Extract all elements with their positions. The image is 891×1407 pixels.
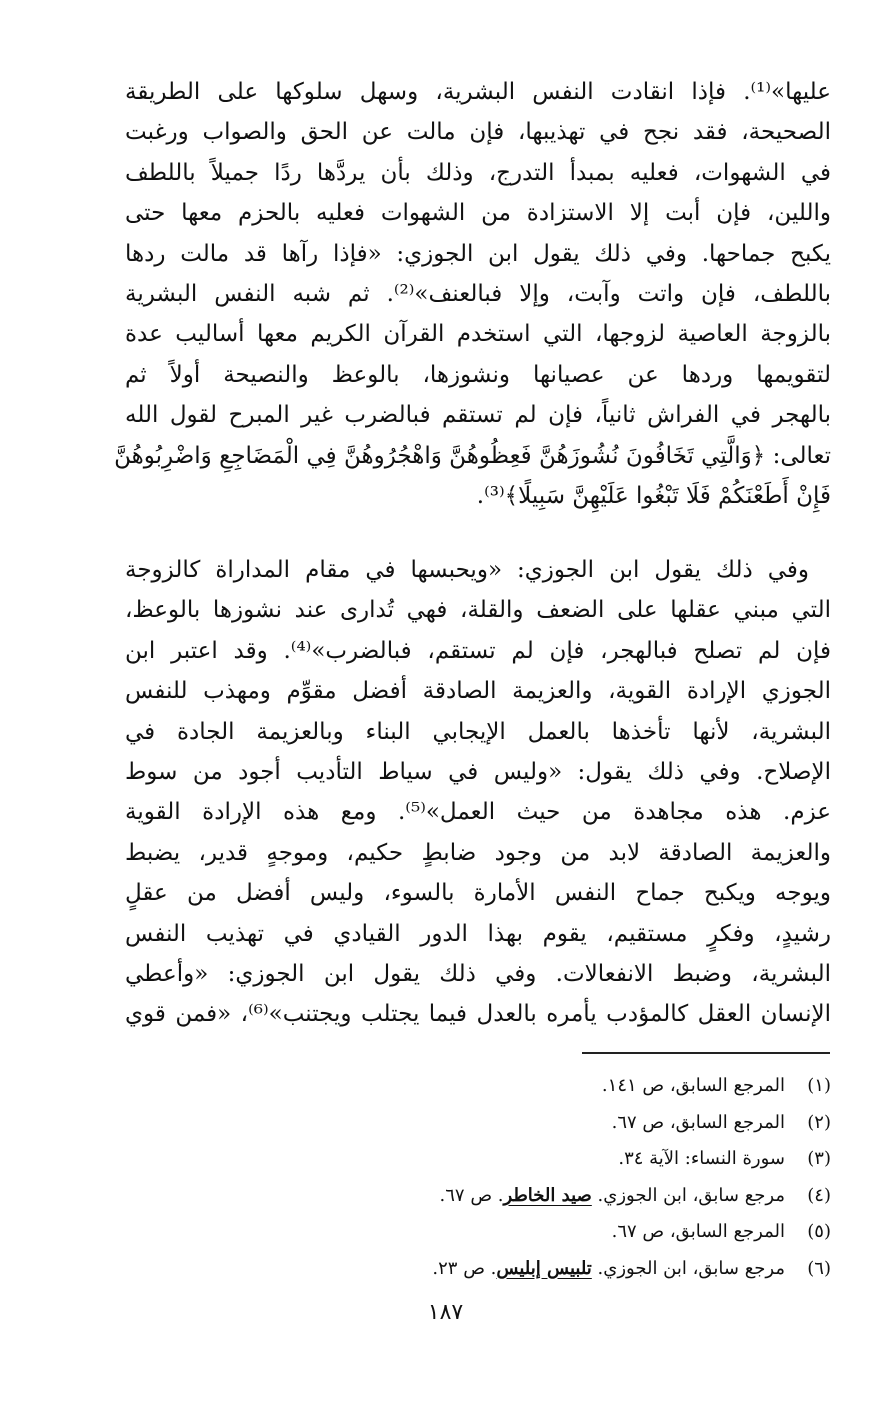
- footnote-number: (١): [807, 1075, 831, 1096]
- text-line: الإصلاح. وفي ذلك يقول: «وليس في سياط التأديب أجود من سوط: [125, 758, 831, 785]
- text-line: البشرية، وضبط الانفعالات. وفي ذلك يقول ابن الجوزي: «وأعطي: [125, 960, 831, 987]
- footnote-text: المرجع السابق، ص ٦٧.: [611, 1221, 785, 1242]
- footnote-number: (٢): [807, 1111, 831, 1133]
- footnote: [320, 1141, 831, 1178]
- footnote-number: (٣): [807, 1148, 831, 1169]
- text-line: البشرية، لأنها تأخذها بالعمل الإيجابي البناء وبالعزيمة الجادة في: [125, 718, 831, 745]
- footnote-text: مرجع سابق، ابن الجوزي.: [591, 1257, 785, 1279]
- footnote-text: المرجع السابق، ص ٦٧.: [611, 1111, 785, 1133]
- footnote: [320, 1068, 831, 1105]
- footnote: [320, 1251, 831, 1288]
- footnote-page: . ص ٦٧.: [439, 1184, 504, 1206]
- footnotes: [320, 1068, 831, 1287]
- footnote-number: (٥): [807, 1221, 831, 1242]
- text-line: ويوجه ويكبح جماح النفس الأمارة بالسوء، وليس أفضل من عقلٍ: [125, 880, 831, 907]
- text-line: في الشهوات، فعليه بمبدأ التدرج، وذلك بأن يردَّها ردًا جميلاً باللطف: [125, 159, 831, 186]
- footnote-text: المرجع السابق، ص ١٤١.: [601, 1075, 785, 1096]
- text-line: بالزوجة العاصية لزوجها، التي استخدم القرآن الكريم معها أساليب عدة: [125, 321, 831, 348]
- footnote: [320, 1105, 831, 1142]
- text-line: الجوزي الإرادة القوية، والعزيمة الصادقة أفضل مقوِّم ومهذب للنفس: [125, 678, 831, 705]
- text-line: وفي ذلك يقول ابن الجوزي: «ويحبسها في مقام المداراة كالزوجة: [125, 557, 809, 583]
- text-line: عزم. هذه مجاهدة من حيث العمل»⁽⁵⁾. ومع هذه الإرادة القوية: [125, 799, 831, 826]
- page-number: ١٨٧: [427, 1300, 464, 1325]
- text-line: فإن لم تصلح فبالهجر، فإن لم تستقم، فبالضرب»⁽⁴⁾. وقد اعتبر ابن: [125, 637, 831, 664]
- text-line: التي مبني عقلها على الضعف والقلة، فهي تُدارى عند نشوزها بالوعظ،: [125, 597, 831, 624]
- footnote-number: (٤): [807, 1184, 831, 1206]
- text-line: لتقويمها وردها عن عصيانها ونشوزها، بالوعظ والنصيحة أولاً ثم: [125, 361, 831, 388]
- text-line: باللطف، فإن واتت وآبت، وإلا فبالعنف»⁽²⁾. ثم شبه النفس البشرية: [125, 280, 831, 307]
- text-line: الصحيحة، فقد نجح في تهذيبها، فإن مالت عن الحق والصواب ورغبت: [125, 119, 831, 146]
- footnote: [320, 1178, 831, 1215]
- text-line: يكبح جماحها. وفي ذلك يقول ابن الجوزي: «فإذا رآها قد مالت ردها: [125, 240, 831, 267]
- footnote-text: سورة النساء: الآية ٣٤.: [618, 1148, 785, 1169]
- text-line: والعزيمة الصادقة لابد من وجود ضابطٍ حكيم، وموجهٍ قدير، يضبط: [125, 839, 831, 866]
- text-line: الإنسان العقل كالمؤدب يأمره بالعدل فيما يجتلب ويجتنب»⁽⁶⁾، «فمن قوي: [125, 1001, 831, 1028]
- book-title: صيد الخاطر: [503, 1184, 592, 1206]
- footnote: [320, 1214, 831, 1251]
- text-line: بالهجر في الفراش ثانياً، فإن لم تستقم فبالضرب غير المبرح لقول الله: [125, 402, 832, 429]
- text-line: رشيدٍ، وفكرٍ مستقيم، يقوم بهذا الدور القيادي في تهذيب النفس: [125, 920, 831, 947]
- body-paragraph-1: [114, 72, 832, 516]
- footnote-number: (٦): [807, 1257, 831, 1279]
- footnote-page: . ص ٢٣.: [432, 1257, 497, 1279]
- footnote-separator: [582, 1052, 830, 1054]
- book-title: تلبيس إبليس: [496, 1257, 592, 1279]
- footnote-text: مرجع سابق، ابن الجوزي.: [591, 1184, 785, 1206]
- body-paragraph-2: [125, 550, 831, 1035]
- text-line: عليها»⁽¹⁾. فإذا انقادت النفس البشرية، وسهل سلوكها على الطريقة: [125, 79, 831, 105]
- text-line: واللين، فإن أبت إلا الاستزادة من الشهوات فعليه بالحزم معها حتى: [125, 200, 831, 227]
- quran-verse-line: تعالى: ﴿وَالَّتِي تَخَافُونَ نُشُوزَهُنَّ فَعِظُوهُنَّ وَاهْجُرُوهُنَّ فِي الْمَضَاجِعِ وَاضْرِبُوهُنَّ: [114, 442, 831, 469]
- quran-verse-line: فَإِنْ أَطَعْنَكُمْ فَلَا تَبْغُوا عَلَيْهِنَّ سَبِيلًا﴾⁽³⁾.: [476, 482, 831, 509]
